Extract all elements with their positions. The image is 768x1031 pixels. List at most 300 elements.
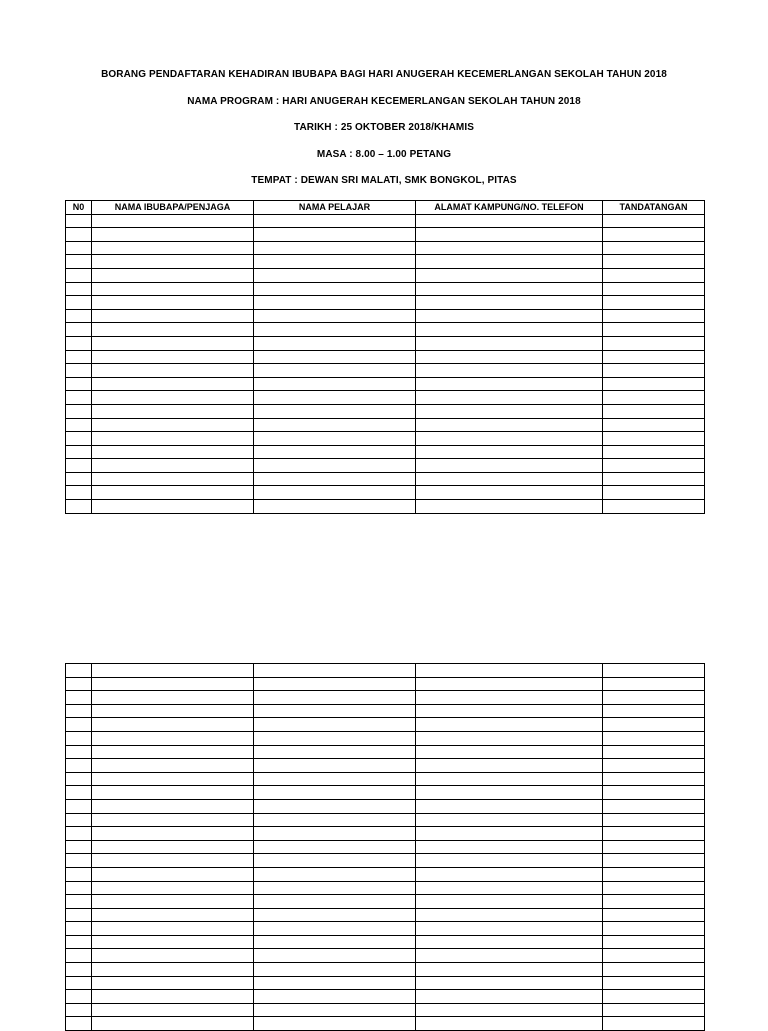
table-row	[66, 718, 705, 732]
column-header-parent-name: NAMA IBUBAPA/PENJAGA	[92, 201, 254, 215]
cell-student-name[interactable]	[254, 364, 416, 378]
column-header-address-phone: ALAMAT KAMPUNG/NO. TELEFON	[416, 201, 603, 215]
table-row	[66, 391, 705, 405]
cell-parent-name[interactable]	[92, 786, 254, 800]
table-row	[66, 786, 705, 800]
table-row	[66, 323, 705, 337]
cell-address-phone[interactable]	[416, 377, 603, 391]
table-header-row	[66, 201, 705, 215]
cell-signature[interactable]	[603, 704, 705, 718]
cell-parent-name[interactable]	[92, 745, 254, 759]
cell-student-name[interactable]	[254, 908, 416, 922]
cell-signature[interactable]	[603, 935, 705, 949]
cell-signature[interactable]	[603, 867, 705, 881]
cell-no[interactable]	[66, 895, 92, 909]
cell-signature[interactable]	[603, 391, 705, 405]
cell-parent-name[interactable]	[92, 990, 254, 1004]
cell-parent-name[interactable]	[92, 486, 254, 500]
cell-signature[interactable]	[603, 840, 705, 854]
table-row	[66, 1003, 705, 1017]
cell-signature[interactable]	[603, 1003, 705, 1017]
cell-student-name[interactable]	[254, 731, 416, 745]
cell-student-name[interactable]	[254, 976, 416, 990]
cell-parent-name[interactable]	[92, 500, 254, 514]
cell-parent-name[interactable]	[92, 976, 254, 990]
cell-student-name[interactable]	[254, 1003, 416, 1017]
cell-student-name[interactable]	[254, 472, 416, 486]
cell-no[interactable]	[66, 1003, 92, 1017]
cell-parent-name[interactable]	[92, 255, 254, 269]
cell-parent-name[interactable]	[92, 282, 254, 296]
table-row	[66, 949, 705, 963]
cell-student-name[interactable]	[254, 255, 416, 269]
cell-student-name[interactable]	[254, 282, 416, 296]
table-row	[66, 990, 705, 1004]
table-row	[66, 282, 705, 296]
table-row	[66, 799, 705, 813]
cell-address-phone[interactable]	[416, 867, 603, 881]
cell-signature[interactable]	[603, 309, 705, 323]
cell-no[interactable]	[66, 377, 92, 391]
cell-signature[interactable]	[603, 241, 705, 255]
cell-signature[interactable]	[603, 364, 705, 378]
cell-parent-name[interactable]	[92, 922, 254, 936]
cell-no[interactable]	[66, 827, 92, 841]
cell-address-phone[interactable]	[416, 704, 603, 718]
cell-no[interactable]	[66, 486, 92, 500]
cell-parent-name[interactable]	[92, 377, 254, 391]
cell-parent-name[interactable]	[92, 827, 254, 841]
cell-student-name[interactable]	[254, 336, 416, 350]
cell-parent-name[interactable]	[92, 935, 254, 949]
cell-parent-name[interactable]	[92, 1003, 254, 1017]
cell-no[interactable]	[66, 718, 92, 732]
cell-address-phone[interactable]	[416, 745, 603, 759]
cell-student-name[interactable]	[254, 432, 416, 446]
cell-signature[interactable]	[603, 799, 705, 813]
cell-student-name[interactable]	[254, 691, 416, 705]
cell-address-phone[interactable]	[416, 432, 603, 446]
cell-address-phone[interactable]	[416, 296, 603, 310]
cell-address-phone[interactable]	[416, 309, 603, 323]
table-row	[66, 745, 705, 759]
cell-no[interactable]	[66, 881, 92, 895]
cell-no[interactable]	[66, 935, 92, 949]
cell-no[interactable]	[66, 867, 92, 881]
cell-student-name[interactable]	[254, 881, 416, 895]
cell-parent-name[interactable]	[92, 214, 254, 228]
cell-student-name[interactable]	[254, 895, 416, 909]
cell-address-phone[interactable]	[416, 241, 603, 255]
cell-parent-name[interactable]	[92, 867, 254, 881]
cell-no[interactable]	[66, 840, 92, 854]
cell-parent-name[interactable]	[92, 323, 254, 337]
cell-parent-name[interactable]	[92, 718, 254, 732]
cell-student-name[interactable]	[254, 677, 416, 691]
cell-no[interactable]	[66, 664, 92, 678]
cell-student-name[interactable]	[254, 718, 416, 732]
cell-parent-name[interactable]	[92, 472, 254, 486]
cell-signature[interactable]	[603, 459, 705, 473]
cell-signature[interactable]	[603, 350, 705, 364]
cell-parent-name[interactable]	[92, 309, 254, 323]
cell-student-name[interactable]	[254, 840, 416, 854]
cell-address-phone[interactable]	[416, 990, 603, 1004]
table-row	[66, 677, 705, 691]
table-row	[66, 691, 705, 705]
cell-parent-name[interactable]	[92, 691, 254, 705]
event-time: MASA : 8.00 – 1.00 PETANG	[316, 149, 452, 160]
cell-student-name[interactable]	[254, 867, 416, 881]
table-row	[66, 922, 705, 936]
cell-parent-name[interactable]	[92, 268, 254, 282]
cell-no[interactable]	[66, 255, 92, 269]
table-row	[66, 854, 705, 868]
cell-no[interactable]	[66, 731, 92, 745]
table-row	[66, 336, 705, 350]
table-row	[66, 418, 705, 432]
cell-signature[interactable]	[603, 664, 705, 678]
cell-address-phone[interactable]	[416, 404, 603, 418]
cell-no[interactable]	[66, 908, 92, 922]
cell-address-phone[interactable]	[416, 840, 603, 854]
cell-address-phone[interactable]	[416, 786, 603, 800]
cell-address-phone[interactable]	[416, 881, 603, 895]
cell-signature[interactable]	[603, 418, 705, 432]
table-row	[66, 432, 705, 446]
cell-no[interactable]	[66, 976, 92, 990]
cell-parent-name[interactable]	[92, 908, 254, 922]
cell-signature[interactable]	[603, 228, 705, 242]
cell-no[interactable]	[66, 691, 92, 705]
column-header-no: N0	[66, 201, 92, 215]
cell-address-phone[interactable]	[416, 963, 603, 977]
cell-no[interactable]	[66, 445, 92, 459]
cell-student-name[interactable]	[254, 323, 416, 337]
cell-parent-name[interactable]	[92, 677, 254, 691]
cell-signature[interactable]	[603, 759, 705, 773]
cell-address-phone[interactable]	[416, 323, 603, 337]
cell-no[interactable]	[66, 432, 92, 446]
cell-student-name[interactable]	[254, 813, 416, 827]
cell-address-phone[interactable]	[416, 691, 603, 705]
cell-signature[interactable]	[603, 432, 705, 446]
cell-signature[interactable]	[603, 772, 705, 786]
cell-signature[interactable]	[603, 500, 705, 514]
cell-student-name[interactable]	[254, 990, 416, 1004]
cell-signature[interactable]	[603, 486, 705, 500]
cell-address-phone[interactable]	[416, 282, 603, 296]
cell-parent-name[interactable]	[92, 418, 254, 432]
table-row	[66, 772, 705, 786]
column-header-signature: TANDATANGAN	[603, 201, 705, 215]
event-venue: TEMPAT : DEWAN SRI MALATI, SMK BONGKOL, PITAS	[251, 175, 517, 186]
cell-no[interactable]	[66, 418, 92, 432]
cell-no[interactable]	[66, 759, 92, 773]
cell-signature[interactable]	[603, 296, 705, 310]
cell-signature[interactable]	[603, 255, 705, 269]
table-row	[66, 500, 705, 514]
cell-parent-name[interactable]	[92, 854, 254, 868]
table-row	[66, 255, 705, 269]
table-row	[66, 963, 705, 977]
cell-signature[interactable]	[603, 854, 705, 868]
form-title: BORANG PENDAFTARAN KEHADIRAN IBUBAPA BAGI HARI ANUGERAH KECEMERLANGAN SEKOLAH TAHUN 2018	[101, 69, 667, 80]
cell-no[interactable]	[66, 786, 92, 800]
cell-address-phone[interactable]	[416, 418, 603, 432]
cell-signature[interactable]	[603, 377, 705, 391]
table-row	[66, 486, 705, 500]
table-row	[66, 377, 705, 391]
cell-address-phone[interactable]	[416, 772, 603, 786]
cell-student-name[interactable]	[254, 664, 416, 678]
table-row	[66, 459, 705, 473]
cell-student-name[interactable]	[254, 377, 416, 391]
table-row	[66, 976, 705, 990]
event-date: TARIKH : 25 OKTOBER 2018/KHAMIS	[294, 122, 474, 133]
cell-signature[interactable]	[603, 963, 705, 977]
cell-address-phone[interactable]	[416, 228, 603, 242]
cell-student-name[interactable]	[254, 963, 416, 977]
cell-no[interactable]	[66, 472, 92, 486]
cell-address-phone[interactable]	[416, 799, 603, 813]
cell-student-name[interactable]	[254, 500, 416, 514]
cell-address-phone[interactable]	[416, 472, 603, 486]
cell-address-phone[interactable]	[416, 922, 603, 936]
cell-student-name[interactable]	[254, 418, 416, 432]
cell-no[interactable]	[66, 364, 92, 378]
cell-signature[interactable]	[603, 718, 705, 732]
cell-no[interactable]	[66, 949, 92, 963]
cell-student-name[interactable]	[254, 935, 416, 949]
cell-signature[interactable]	[603, 895, 705, 909]
cell-no[interactable]	[66, 323, 92, 337]
cell-parent-name[interactable]	[92, 813, 254, 827]
table-row	[66, 214, 705, 228]
table-row	[66, 881, 705, 895]
cell-address-phone[interactable]	[416, 500, 603, 514]
table-row	[66, 908, 705, 922]
cell-no[interactable]	[66, 990, 92, 1004]
cell-no[interactable]	[66, 391, 92, 405]
cell-signature[interactable]	[603, 677, 705, 691]
cell-student-name[interactable]	[254, 949, 416, 963]
cell-parent-name[interactable]	[92, 731, 254, 745]
cell-signature[interactable]	[603, 731, 705, 745]
cell-no[interactable]	[66, 677, 92, 691]
cell-student-name[interactable]	[254, 799, 416, 813]
cell-parent-name[interactable]	[92, 664, 254, 678]
cell-address-phone[interactable]	[416, 718, 603, 732]
table-row	[66, 404, 705, 418]
cell-signature[interactable]	[603, 813, 705, 827]
cell-no[interactable]	[66, 241, 92, 255]
cell-address-phone[interactable]	[416, 664, 603, 678]
cell-signature[interactable]	[603, 323, 705, 337]
table-row	[66, 268, 705, 282]
cell-student-name[interactable]	[254, 445, 416, 459]
cell-parent-name[interactable]	[92, 228, 254, 242]
cell-address-phone[interactable]	[416, 895, 603, 909]
cell-address-phone[interactable]	[416, 1003, 603, 1017]
table-row	[66, 350, 705, 364]
column-header-student-name: NAMA PELAJAR	[254, 201, 416, 215]
cell-parent-name[interactable]	[92, 350, 254, 364]
cell-parent-name[interactable]	[92, 404, 254, 418]
cell-no[interactable]	[66, 963, 92, 977]
table-row	[66, 895, 705, 909]
cell-parent-name[interactable]	[92, 963, 254, 977]
cell-address-phone[interactable]	[416, 268, 603, 282]
cell-parent-name[interactable]	[92, 432, 254, 446]
cell-address-phone[interactable]	[416, 949, 603, 963]
cell-no[interactable]	[66, 228, 92, 242]
cell-student-name[interactable]	[254, 745, 416, 759]
cell-student-name[interactable]	[254, 228, 416, 242]
cell-signature[interactable]	[603, 282, 705, 296]
cell-signature[interactable]	[603, 268, 705, 282]
cell-parent-name[interactable]	[92, 704, 254, 718]
cell-parent-name[interactable]	[92, 895, 254, 909]
cell-address-phone[interactable]	[416, 255, 603, 269]
table-row	[66, 759, 705, 773]
cell-student-name[interactable]	[254, 459, 416, 473]
cell-address-phone[interactable]	[416, 976, 603, 990]
cell-no[interactable]	[66, 296, 92, 310]
cell-signature[interactable]	[603, 786, 705, 800]
cell-student-name[interactable]	[254, 827, 416, 841]
cell-no[interactable]	[66, 922, 92, 936]
cell-student-name[interactable]	[254, 350, 416, 364]
cell-address-phone[interactable]	[416, 813, 603, 827]
program-name: NAMA PROGRAM : HARI ANUGERAH KECEMERLANGAN SEKOLAH TAHUN 2018	[187, 96, 581, 107]
cell-address-phone[interactable]	[416, 350, 603, 364]
cell-student-name[interactable]	[254, 786, 416, 800]
cell-student-name[interactable]	[254, 404, 416, 418]
cell-signature[interactable]	[603, 336, 705, 350]
cell-parent-name[interactable]	[92, 799, 254, 813]
cell-address-phone[interactable]	[416, 677, 603, 691]
cell-address-phone[interactable]	[416, 364, 603, 378]
attendance-table-1	[65, 200, 705, 514]
cell-student-name[interactable]	[254, 214, 416, 228]
cell-address-phone[interactable]	[416, 827, 603, 841]
cell-no[interactable]	[66, 404, 92, 418]
cell-parent-name[interactable]	[92, 881, 254, 895]
cell-no[interactable]	[66, 854, 92, 868]
cell-signature[interactable]	[603, 881, 705, 895]
table-row	[66, 867, 705, 881]
table-row	[66, 445, 705, 459]
cell-signature[interactable]	[603, 445, 705, 459]
cell-student-name[interactable]	[254, 309, 416, 323]
table-row	[66, 228, 705, 242]
cell-signature[interactable]	[603, 472, 705, 486]
cell-student-name[interactable]	[254, 268, 416, 282]
cell-parent-name[interactable]	[92, 241, 254, 255]
cell-address-phone[interactable]	[416, 759, 603, 773]
table-row	[66, 296, 705, 310]
cell-parent-name[interactable]	[92, 840, 254, 854]
cell-address-phone[interactable]	[416, 908, 603, 922]
cell-signature[interactable]	[603, 404, 705, 418]
cell-no[interactable]	[66, 350, 92, 364]
table-row	[66, 840, 705, 854]
cell-parent-name[interactable]	[92, 759, 254, 773]
cell-no[interactable]	[66, 799, 92, 813]
cell-parent-name[interactable]	[92, 364, 254, 378]
table-row	[66, 664, 705, 678]
cell-signature[interactable]	[603, 908, 705, 922]
attendance-table-2	[65, 663, 705, 1031]
cell-signature[interactable]	[603, 214, 705, 228]
cell-no[interactable]	[66, 336, 92, 350]
cell-no[interactable]	[66, 745, 92, 759]
cell-parent-name[interactable]	[92, 772, 254, 786]
table-row	[66, 935, 705, 949]
cell-student-name[interactable]	[254, 391, 416, 405]
cell-signature[interactable]	[603, 976, 705, 990]
cell-parent-name[interactable]	[92, 391, 254, 405]
cell-no[interactable]	[66, 813, 92, 827]
table-row	[66, 364, 705, 378]
cell-address-phone[interactable]	[416, 391, 603, 405]
cell-parent-name[interactable]	[92, 445, 254, 459]
cell-student-name[interactable]	[254, 854, 416, 868]
cell-no[interactable]	[66, 282, 92, 296]
cell-student-name[interactable]	[254, 922, 416, 936]
cell-no[interactable]	[66, 214, 92, 228]
table-row	[66, 704, 705, 718]
cell-address-phone[interactable]	[416, 445, 603, 459]
table-row	[66, 241, 705, 255]
table-row	[66, 731, 705, 745]
cell-address-phone[interactable]	[416, 214, 603, 228]
cell-student-name[interactable]	[254, 241, 416, 255]
cell-address-phone[interactable]	[416, 336, 603, 350]
cell-address-phone[interactable]	[416, 935, 603, 949]
cell-no[interactable]	[66, 772, 92, 786]
cell-parent-name[interactable]	[92, 459, 254, 473]
cell-signature[interactable]	[603, 745, 705, 759]
cell-signature[interactable]	[603, 922, 705, 936]
cell-parent-name[interactable]	[92, 336, 254, 350]
cell-student-name[interactable]	[254, 772, 416, 786]
cell-signature[interactable]	[603, 691, 705, 705]
cell-student-name[interactable]	[254, 296, 416, 310]
table-row	[66, 309, 705, 323]
cell-parent-name[interactable]	[92, 296, 254, 310]
cell-address-phone[interactable]	[416, 731, 603, 745]
cell-parent-name[interactable]	[92, 949, 254, 963]
cell-signature[interactable]	[603, 827, 705, 841]
cell-no[interactable]	[66, 459, 92, 473]
cell-student-name[interactable]	[254, 759, 416, 773]
cell-no[interactable]	[66, 268, 92, 282]
cell-signature[interactable]	[603, 990, 705, 1004]
cell-address-phone[interactable]	[416, 459, 603, 473]
table-row	[66, 827, 705, 841]
cell-student-name[interactable]	[254, 704, 416, 718]
cell-student-name[interactable]	[254, 486, 416, 500]
cell-address-phone[interactable]	[416, 854, 603, 868]
cell-address-phone[interactable]	[416, 486, 603, 500]
table-row	[66, 472, 705, 486]
cell-no[interactable]	[66, 704, 92, 718]
cell-no[interactable]	[66, 309, 92, 323]
cell-no[interactable]	[66, 500, 92, 514]
cell-signature[interactable]	[603, 949, 705, 963]
